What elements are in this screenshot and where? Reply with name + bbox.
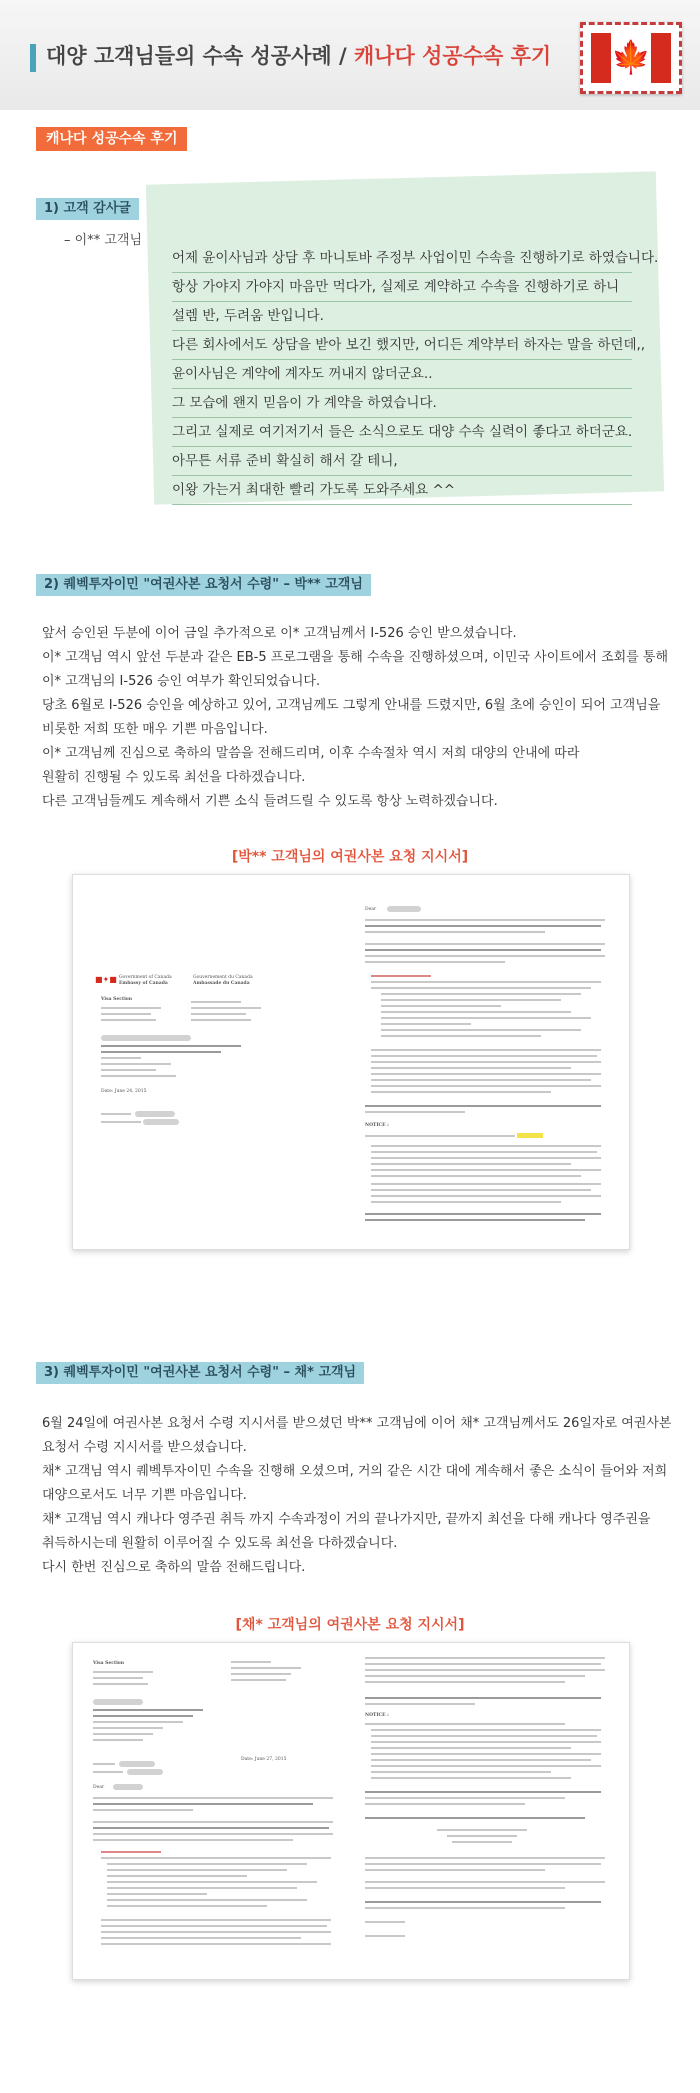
document-page-left: Visa Section Date: June 27, 2015 Dear <box>81 1651 343 1969</box>
passport-request-document-2 <box>72 1642 630 1980</box>
canada-flag-icon: ■✦■ <box>95 975 117 984</box>
paragraph-line: 다른 고객님들께도 계속해서 기쁜 소식 들려드릴 수 있도록 항상 노력하겠습니다. <box>42 794 498 809</box>
paragraph-line: 채* 고객님 역시 캐나다 영주권 취득 까지 수속과정이 거의 끝나가지만, 끝까지 최선을 다해 캐나다 영주권을 <box>42 1512 651 1527</box>
testimonial-line: 어제 윤이사님과 상담 후 마니토바 주정부 사업이민 수속을 진행하기로 하였습니다. <box>172 244 632 273</box>
highlighted-date <box>517 1133 543 1138</box>
paragraph-line: 이* 고객님께 진심으로 축하의 말씀을 전해드리며, 이후 수속절차 역시 저희 대양의 안내에 따라 <box>42 746 580 761</box>
testimonial-line: 항상 가야지 가야지 마음만 먹다가, 실제로 계약하고 수속을 진행하기로 하니 <box>172 273 632 302</box>
section-badge: 캐나다 성공수속 후기 <box>36 127 187 151</box>
page-title-highlight: 캐나다 성공수속 후기 <box>353 44 552 68</box>
passport-request-document-1 <box>72 874 630 1250</box>
document-page-right: Dear NOTICE : <box>357 883 619 1239</box>
testimonial-line: 다른 회사에서도 상담을 받아 보긴 했지만, 어디든 계약부터 하자는 말을 하던데,, <box>172 331 632 360</box>
testimonial-line: 이왕 가는거 최대한 빨리 가도록 도와주세요 ^^ <box>172 476 632 505</box>
testimonial-text <box>172 244 659 505</box>
document-caption: [박** 고객님의 여권사본 요청 지시서] <box>231 849 469 865</box>
section2-tag: 2) 퀘벡투자이민 "여권사본 요청서 수령" – 박** 고객님 <box>36 574 371 596</box>
paragraph-line: 당초 6월로 I-526 승인을 예상하고 있어, 고객님께도 그렇게 안내를 드렸지만, 6월 초에 승인이 되어 고객님을 <box>42 698 661 713</box>
paragraph-line: 비롯한 저희 또한 매우 기쁜 마음입니다. <box>42 722 268 737</box>
paragraph-line: 취득하시는데 원활히 이루어질 수 있도록 최선을 다하겠습니다. <box>42 1536 398 1551</box>
testimonial-line: 그리고 실제로 여기저기서 들은 소식으로도 대양 수속 실력이 좋다고 하더군요. <box>172 418 632 447</box>
header-accent-bar <box>30 44 36 72</box>
paragraph-line: 채* 고객님 역시 퀘벡투자이민 수속을 진행해 오셨으며, 거의 같은 시간 대에 계속해서 좋은 소식이 들어와 저희 <box>42 1464 668 1479</box>
paragraph-line: 이* 고객님의 I-526 승인 여부가 확인되었습니다. <box>42 674 321 689</box>
section2-text <box>42 622 669 814</box>
paragraph-line: 이* 고객님 역시 앞선 두분과 같은 EB-5 프로그램을 통해 수속을 진행하셨으며, 이민국 사이트에서 조회를 통해 <box>42 650 669 665</box>
section3-text <box>42 1412 672 1580</box>
paragraph-line: 6월 24일에 여권사본 요청서 수령 지시서를 받으셨던 박** 고객님에 이어 채* 고객님께서도 26일자로 여권사본 <box>42 1416 672 1431</box>
document-page-left: ■✦■ Government of Canada Embassy of Canada Gouvernement du Canada Ambassade du Canada Visa Section Date: June 24, 2015 <box>81 883 343 1239</box>
testimonial-line: 그 모습에 왠지 믿음이 가 계약을 하였습니다. <box>172 389 632 418</box>
testimonial-line: 아무튼 서류 준비 확실히 해서 갈 테니, <box>172 447 632 476</box>
document-page-right: NOTICE : <box>357 1651 619 1969</box>
testimonial-line: 설렘 반, 두려움 반입니다. <box>172 302 632 331</box>
paragraph-line: 요청서 수령 지시서를 받으셨습니다. <box>42 1440 247 1455</box>
document-caption: [채* 고객님의 여권사본 요청 지시서] <box>235 1617 465 1633</box>
canada-flag-stamp-icon <box>580 22 682 94</box>
testimonial-line: 윤이사님은 계약에 계자도 꺼내지 않더군요.. <box>172 360 632 389</box>
section1-tag: 1) 고객 감사글 <box>36 198 139 220</box>
section3-tag: 3) 퀘벡투자이민 "여권사본 요청서 수령" – 채* 고객님 <box>36 1362 364 1384</box>
paragraph-line: 다시 한번 진심으로 축하의 말씀 전해드립니다. <box>42 1560 306 1575</box>
maple-leaf-icon: 🍁 <box>611 38 651 76</box>
paragraph-line: 원활히 진행될 수 있도록 최선을 다하겠습니다. <box>42 770 306 785</box>
paragraph-line: 앞서 승인된 두분에 이어 금일 추가적으로 이* 고객님께서 I-526 승인 받으셨습니다. <box>42 626 517 641</box>
paragraph-line: 대양으로서도 너무 기쁜 마음입니다. <box>42 1488 247 1503</box>
page-title: 대양 고객님들의 수속 성공사례 / 캐나다 성공수속 후기 <box>46 44 552 68</box>
section1-subtitle: – 이** 고객님 <box>64 233 142 248</box>
